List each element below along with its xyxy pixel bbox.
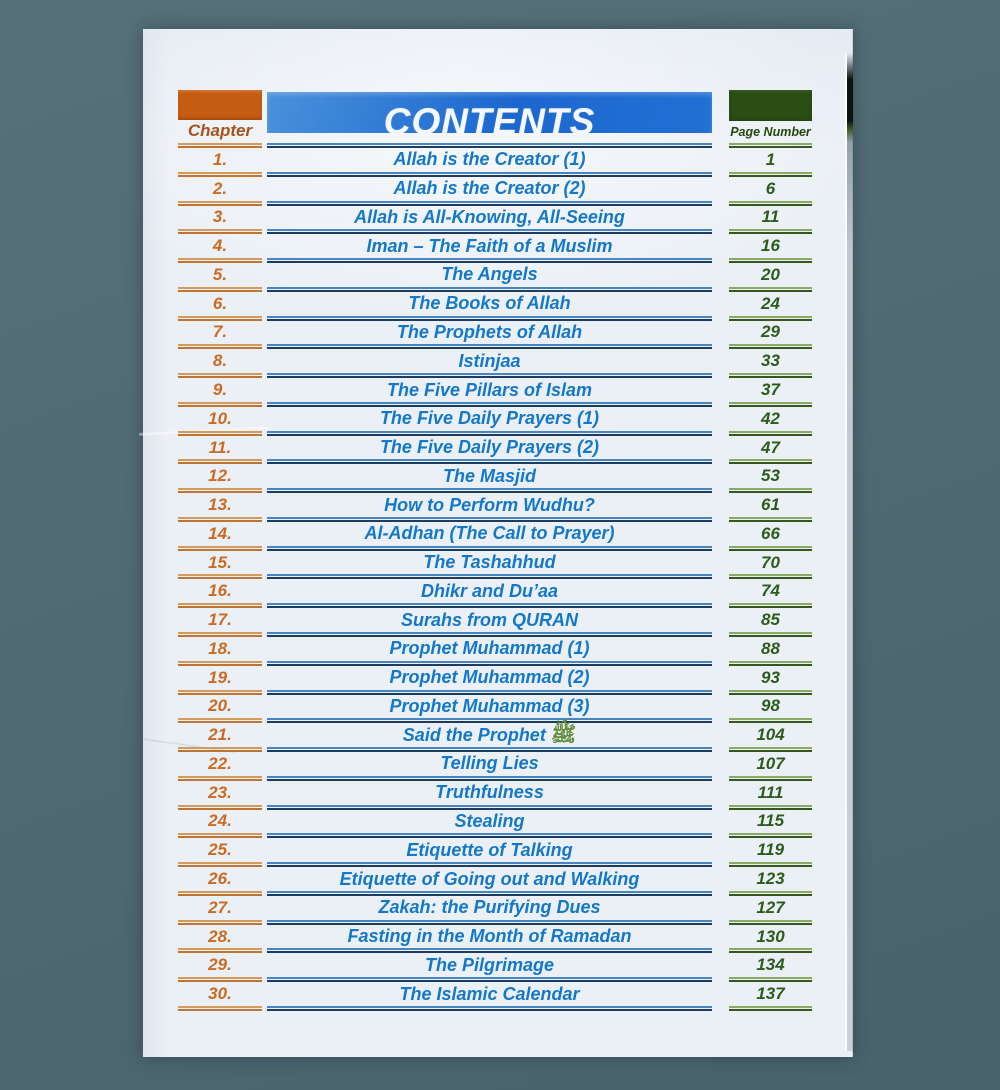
chapter-number: 21.	[178, 723, 262, 752]
page-number: 24	[729, 292, 812, 321]
page-number: 98	[729, 695, 812, 724]
chapter-number: 19.	[178, 666, 262, 695]
page-number: 33	[729, 349, 812, 378]
chapter-header-box	[178, 90, 262, 120]
page-number: 104	[729, 723, 812, 752]
chapter-title: The Five Daily Prayers (1)	[267, 407, 712, 436]
chapter-title: Fasting in the Month of Ramadan	[267, 925, 712, 954]
toc-row	[143, 407, 852, 436]
chapter-number: 23.	[178, 781, 262, 810]
chapter-number: 6.	[178, 292, 262, 321]
chapter-title: Allah is the Creator (2)	[267, 177, 712, 206]
chapter-number: 28.	[178, 925, 262, 954]
toc-row	[143, 838, 852, 867]
chapter-number: 29.	[178, 953, 262, 982]
toc-row	[143, 752, 852, 781]
toc-row	[143, 953, 852, 982]
page-number: 37	[729, 378, 812, 407]
chapter-number: 27.	[178, 896, 262, 925]
page-number: 61	[729, 493, 812, 522]
toc-row	[143, 666, 852, 695]
toc-row	[143, 867, 852, 896]
toc-row	[143, 637, 852, 666]
page-number-column-label: Page Number	[730, 125, 811, 139]
toc-row	[143, 982, 852, 1011]
page-number: 42	[729, 407, 812, 436]
page-number-header-box	[729, 90, 812, 121]
toc-row	[143, 349, 852, 378]
page-number: 47	[729, 436, 812, 465]
toc-row	[143, 925, 852, 954]
toc-row	[143, 493, 852, 522]
toc-row	[143, 436, 852, 465]
chapter-title: Prophet Muhammad (3)	[267, 695, 712, 724]
page-number: 29	[729, 321, 812, 350]
chapter-number: 17.	[178, 608, 262, 637]
chapter-number: 24.	[178, 810, 262, 839]
column-rule	[729, 1006, 812, 1011]
chapter-title: The Books of Allah	[267, 292, 712, 321]
contents-title: CONTENTS	[383, 100, 596, 142]
chapter-number: 18.	[178, 637, 262, 666]
toc-row	[143, 695, 852, 724]
toc-row	[143, 522, 852, 551]
page-number: 130	[729, 925, 812, 954]
page-number: 107	[729, 752, 812, 781]
toc-row	[143, 810, 852, 839]
chapter-title: Etiquette of Talking	[267, 838, 712, 867]
chapter-title: The Five Pillars of Islam	[267, 378, 712, 407]
chapter-title: Etiquette of Going out and Walking	[267, 867, 712, 896]
chapter-title: Prophet Muhammad (1)	[267, 637, 712, 666]
chapter-number: 26.	[178, 867, 262, 896]
chapter-number: 9.	[178, 378, 262, 407]
chapter-number: 25.	[178, 838, 262, 867]
page-number: 134	[729, 953, 812, 982]
toc-row	[143, 292, 852, 321]
toc-row	[143, 781, 852, 810]
toc-row	[143, 206, 852, 235]
pbuh-calligraphy-symbol: ﷺ	[550, 722, 577, 747]
chapter-title: The Prophets of Allah	[267, 321, 712, 350]
chapter-title: Iman – The Faith of a Muslim	[267, 234, 712, 263]
toc-row	[143, 263, 852, 292]
page-number: 88	[729, 637, 812, 666]
chapter-title: The Tashahhud	[267, 551, 712, 580]
chapter-number: 4.	[178, 234, 262, 263]
chapter-number: 11.	[178, 436, 262, 465]
chapter-number: 30.	[178, 982, 262, 1011]
chapter-title: Telling Lies	[267, 752, 712, 781]
chapter-number: 13.	[178, 493, 262, 522]
column-rule	[178, 1006, 262, 1011]
page-number: 20	[729, 263, 812, 292]
toc-row	[143, 723, 852, 752]
toc-row	[143, 234, 852, 263]
chapter-title: Stealing	[267, 810, 712, 839]
page-number: 137	[729, 982, 812, 1011]
chapter-number: 10.	[178, 407, 262, 436]
page-number: 53	[729, 464, 812, 493]
chapter-title: How to Perform Wudhu?	[267, 493, 712, 522]
page-number: 70	[729, 551, 812, 580]
page-number: 93	[729, 666, 812, 695]
chapter-title: The Pilgrimage	[267, 953, 712, 982]
page-number: 6	[729, 177, 812, 206]
chapter-number: 1.	[178, 148, 262, 177]
chapter-title: Prophet Muhammad (2)	[267, 666, 712, 695]
chapter-title: Al-Adhan (The Call to Prayer)	[267, 522, 712, 551]
chapter-number: 16.	[178, 579, 262, 608]
page-number: 111	[729, 781, 812, 810]
page-number: 127	[729, 896, 812, 925]
contents-header-box	[267, 92, 712, 142]
toc-row	[143, 579, 852, 608]
chapter-title: Allah is the Creator (1)	[267, 148, 712, 177]
chapter-number: 5.	[178, 263, 262, 292]
chapter-title: Said the Prophet ﷺ	[267, 723, 712, 752]
toc-rows	[143, 148, 852, 1011]
chapter-number: 2.	[178, 177, 262, 206]
chapter-title: Surahs from QURAN	[267, 608, 712, 637]
chapter-title: The Islamic Calendar	[267, 982, 712, 1011]
chapter-number: 14.	[178, 522, 262, 551]
chapter-title: The Five Daily Prayers (2)	[267, 436, 712, 465]
page-number: 1	[729, 148, 812, 177]
page-number: 74	[729, 579, 812, 608]
chapter-number: 12.	[178, 464, 262, 493]
chapter-title: The Masjid	[267, 464, 712, 493]
toc-row	[143, 464, 852, 493]
chapter-number: 22.	[178, 752, 262, 781]
chapter-number: 15.	[178, 551, 262, 580]
chapter-number: 3.	[178, 206, 262, 235]
chapter-column-label: Chapter	[187, 121, 253, 140]
chapter-title: Allah is All-Knowing, All-Seeing	[267, 206, 712, 235]
chapter-title: Istinjaa	[267, 349, 712, 378]
page-number: 123	[729, 867, 812, 896]
toc-row	[143, 896, 852, 925]
page-number: 85	[729, 608, 812, 637]
toc-row	[143, 321, 852, 350]
page-number: 16	[729, 234, 812, 263]
book-page	[143, 29, 853, 1057]
page-number: 119	[729, 838, 812, 867]
page-number: 115	[729, 810, 812, 839]
chapter-title: Zakah: the Purifying Dues	[267, 896, 712, 925]
toc-row	[143, 378, 852, 407]
toc-row	[143, 148, 852, 177]
toc-row	[143, 551, 852, 580]
chapter-title: The Angels	[267, 263, 712, 292]
toc-row	[143, 608, 852, 637]
toc-row	[143, 177, 852, 206]
column-rule	[267, 1006, 712, 1011]
chapter-number: 7.	[178, 321, 262, 350]
chapter-title: Dhikr and Du’aa	[267, 579, 712, 608]
page-number: 66	[729, 522, 812, 551]
page-number: 11	[729, 206, 812, 235]
chapter-number: 20.	[178, 695, 262, 724]
chapter-title: Truthfulness	[267, 781, 712, 810]
chapter-number: 8.	[178, 349, 262, 378]
